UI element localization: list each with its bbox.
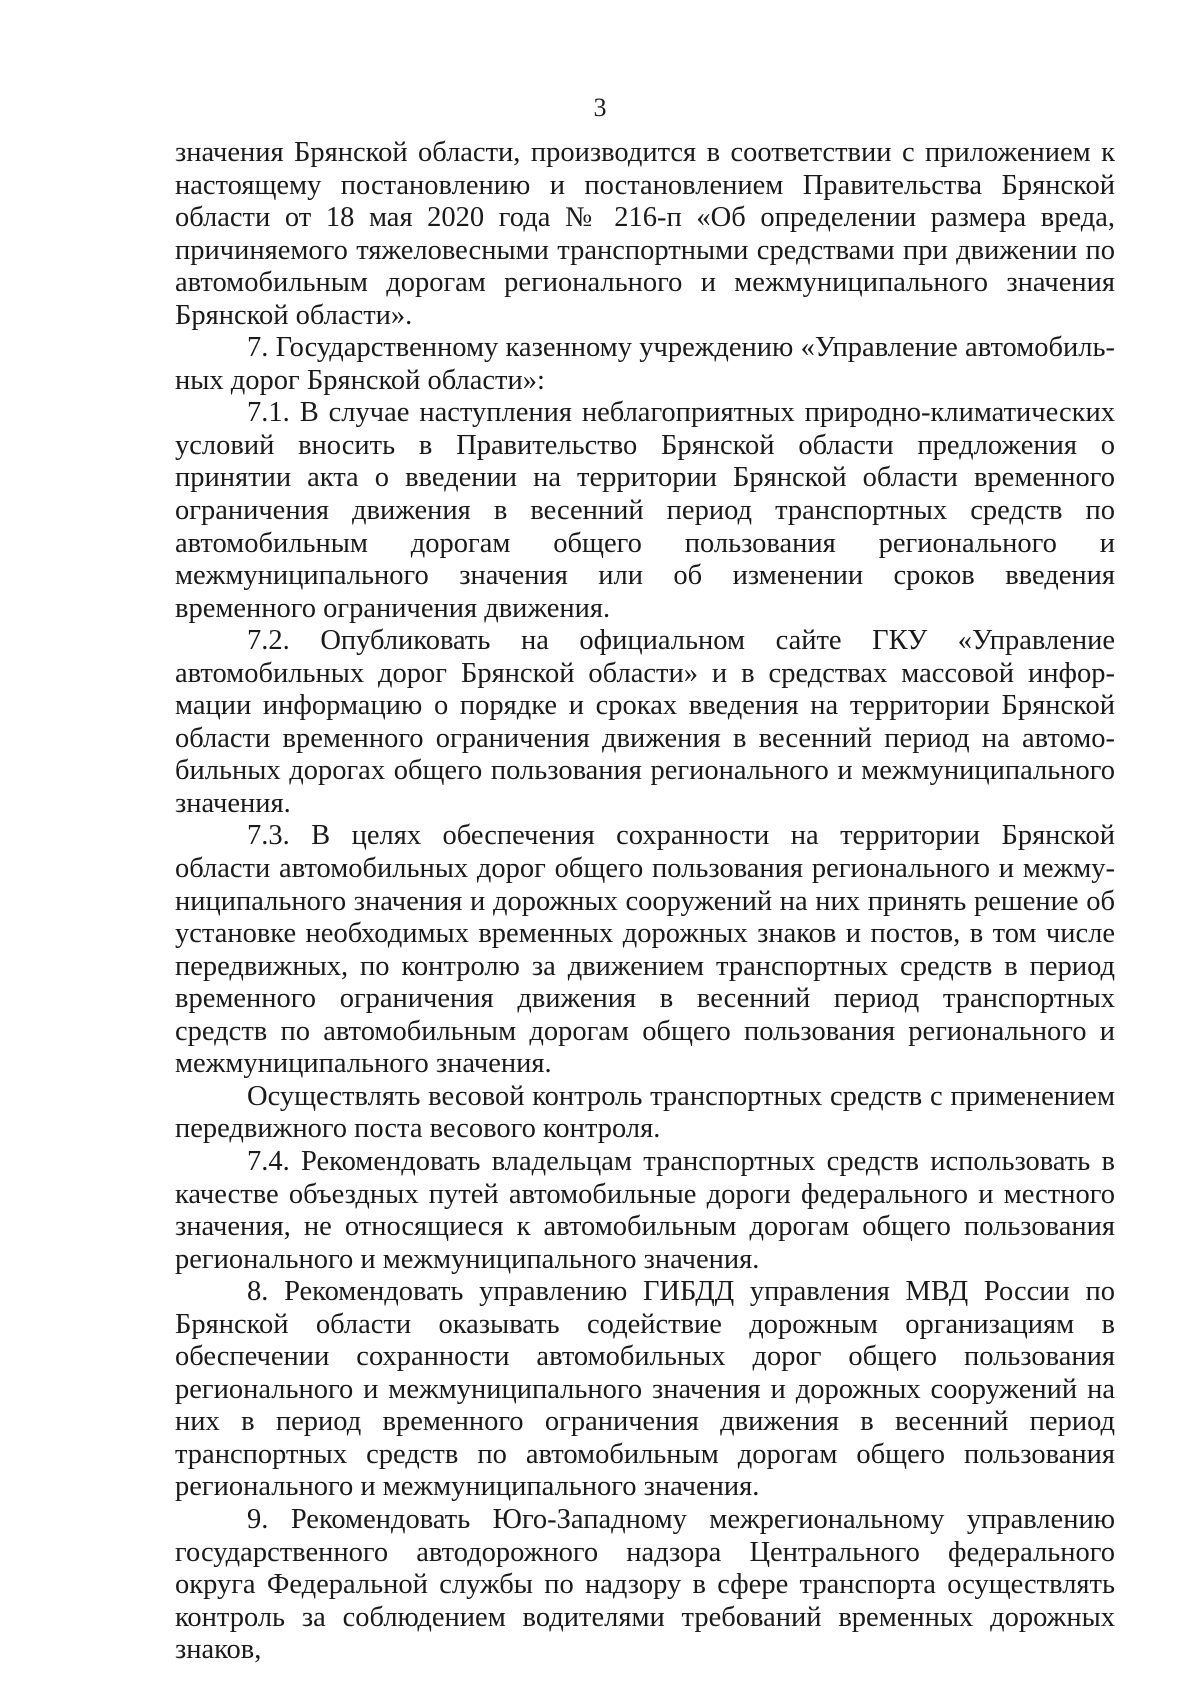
paragraph-item-8: 8. Рекомендовать управлению ГИБДД управления МВД России по Брянской области оказывать содействие дорожным организациям в обеспечении сохранности автомобильных дорог общего пользования регионального и межмуниципального значения и дорожных сооружений на них в период временного ограничения движения в весенний период транспортных средств по автомобильным дорогам общего пользования регионального и межмуниципального значения. (175, 1276, 1115, 1503)
page-number: 3 (593, 93, 607, 122)
paragraph-continuation: значения Брянской области, производится в соответствии с приложением к настоящему постановлению и постановлением Правительства Брянской области от 18 мая 2020 года № 216-п «Об определении размера вреда, причиняемого тяжеловесными транспортными средствами при движении по автомобильным дорогам регионального и межмуниципального значения Брянской области». (175, 137, 1115, 331)
paragraph-item-7-3: 7.3. В целях обеспечения сохранности на территории Брянской области автомобильных дорог общего пользования регионального и межмуниципального значения и дорожных сооружений на них принять решение об установке необходимых временных дорожных знаков и постов, в том числе передвижных, по контролю за движением транспортных средств в период временного ограничения движения в весенний период транспортных средств по автомобильным дорогам общего пользования регионального и межмуниципального значения. (175, 820, 1115, 1080)
paragraph-item-7-2: 7.2. Опубликовать на официальном сайте ГКУ «Управление автомобильных дорог Брянской области» и в средствах массовой информации информацию о порядке и сроках введения на территории Брянской области временного ограничения движения в весенний период на автомобильных дорогах общего пользования регионального и межмуниципального значения. (175, 625, 1115, 819)
paragraph-item-7-3-weight-control: Осуществлять весовой контроль транспортных средств с применением передвижного поста весового контроля. (175, 1080, 1115, 1145)
paragraph-item-7-1: 7.1. В случае наступления неблагоприятных природно-климатических условий вносить в Правительство Брянской области предложения о принятии акта о введении на территории Брянской области временного ограничения движения в весенний период транспортных средств по автомобильным дорогам общего пользования регионального и межмуниципального значения или об изменении сроков введения временного ограничения движения. (175, 397, 1115, 624)
paragraph-item-7: 7. Государственному казенному учреждению «Управление автомобильных дорог Брянской области»: (175, 332, 1115, 396)
paragraph-item-9: 9. Рекомендовать Юго-Западному межрегиональному управлению государственного автодорожного надзора Центрального федерального округа Федеральной службы по надзору в сфере транспорта осуществлять контроль за соблюдением водителями требований временных дорожных знаков, (175, 1503, 1115, 1666)
paragraph-item-7-4: 7.4. Рекомендовать владельцам транспортных средств использовать в качестве объездных путей автомобильные дороги федерального и местного значения, не относящиеся к автомобильным дорогам общего пользования регионального и межмуниципального значения. (175, 1145, 1115, 1275)
document-body (175, 137, 1115, 1667)
